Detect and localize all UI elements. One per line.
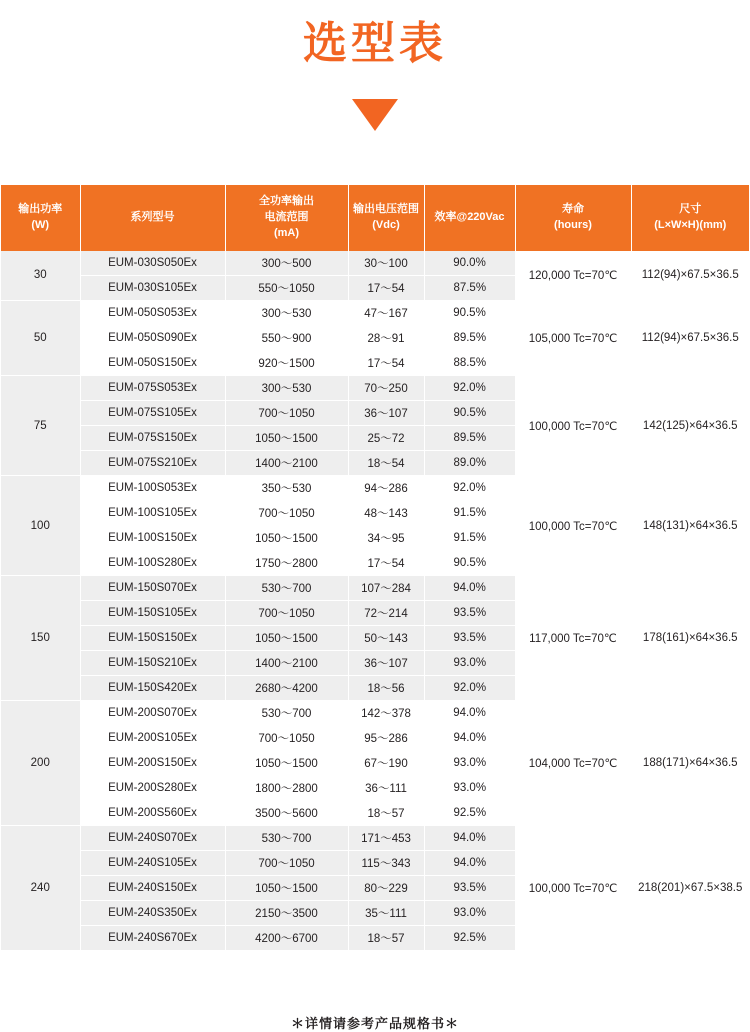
cell-output-power: 30 <box>1 251 80 301</box>
cell-efficiency: 94.0% <box>424 576 515 601</box>
cell-current-range: 1050～1500 <box>225 426 348 451</box>
cell-model: EUM-200S280Ex <box>80 776 225 801</box>
cell-current-range: 300～530 <box>225 376 348 401</box>
cell-model: EUM-100S105Ex <box>80 501 225 526</box>
cell-current-range: 550～1050 <box>225 276 348 301</box>
cell-dimension: 188(171)×64×36.5 <box>631 701 749 826</box>
cell-lifetime: 104,000 Tc=70℃ <box>515 701 631 826</box>
column-header-line: (mA) <box>273 226 300 239</box>
cell-model: EUM-050S150Ex <box>80 351 225 376</box>
cell-model: EUM-075S210Ex <box>80 451 225 476</box>
cell-model: EUM-200S105Ex <box>80 726 225 751</box>
cell-efficiency: 92.0% <box>424 676 515 701</box>
column-header-line: (L×W×H)(mm) <box>654 218 727 231</box>
cell-voltage-range: 80～229 <box>348 876 424 901</box>
cell-efficiency: 92.0% <box>424 376 515 401</box>
cell-model: EUM-150S105Ex <box>80 601 225 626</box>
table-row <box>1 701 749 726</box>
cell-efficiency: 93.0% <box>424 776 515 801</box>
column-header-4 <box>424 185 515 251</box>
cell-current-range: 1050～1500 <box>225 876 348 901</box>
cell-model: EUM-240S350Ex <box>80 901 225 926</box>
cell-lifetime: 105,000 Tc=70℃ <box>515 301 631 376</box>
cell-voltage-range: 28～91 <box>348 326 424 351</box>
cell-model: EUM-200S070Ex <box>80 701 225 726</box>
cell-model: EUM-150S070Ex <box>80 576 225 601</box>
cell-voltage-range: 18～57 <box>348 801 424 826</box>
column-header-line: 效率@220Vac <box>434 210 505 223</box>
column-header-line: 输出功率 <box>18 202 63 215</box>
cell-model: EUM-150S210Ex <box>80 651 225 676</box>
cell-current-range: 3500～5600 <box>225 801 348 826</box>
cell-voltage-range: 95～286 <box>348 726 424 751</box>
column-header-6 <box>631 185 749 251</box>
cell-efficiency: 89.5% <box>424 326 515 351</box>
cell-current-range: 700～1050 <box>225 501 348 526</box>
cell-model: EUM-240S670Ex <box>80 926 225 951</box>
down-arrow-container <box>0 99 750 139</box>
cell-efficiency: 90.5% <box>424 551 515 576</box>
cell-model: EUM-150S150Ex <box>80 626 225 651</box>
cell-voltage-range: 67～190 <box>348 751 424 776</box>
cell-voltage-range: 36～107 <box>348 651 424 676</box>
table-row <box>1 376 749 401</box>
cell-current-range: 1400～2100 <box>225 651 348 676</box>
column-header-line: (W) <box>31 218 50 231</box>
cell-efficiency: 94.0% <box>424 826 515 851</box>
cell-current-range: 2150～3500 <box>225 901 348 926</box>
cell-voltage-range: 18～56 <box>348 676 424 701</box>
triangle-down-icon <box>352 99 398 131</box>
cell-efficiency: 93.5% <box>424 876 515 901</box>
cell-output-power: 200 <box>1 701 80 826</box>
cell-voltage-range: 142～378 <box>348 701 424 726</box>
cell-current-range: 300～530 <box>225 301 348 326</box>
column-header-1 <box>80 185 225 251</box>
cell-lifetime: 120,000 Tc=70℃ <box>515 251 631 301</box>
column-header-5 <box>515 185 631 251</box>
cell-voltage-range: 107～284 <box>348 576 424 601</box>
cell-dimension: 148(131)×64×36.5 <box>631 476 749 576</box>
cell-voltage-range: 18～57 <box>348 926 424 951</box>
cell-output-power: 240 <box>1 826 80 951</box>
cell-efficiency: 89.0% <box>424 451 515 476</box>
table-row <box>1 576 749 601</box>
cell-current-range: 2680～4200 <box>225 676 348 701</box>
column-header-line: (Vdc) <box>372 218 400 231</box>
cell-model: EUM-100S280Ex <box>80 551 225 576</box>
cell-lifetime: 100,000 Tc=70℃ <box>515 376 631 476</box>
table-row <box>1 476 749 501</box>
table-body <box>1 251 749 951</box>
cell-model: EUM-050S090Ex <box>80 326 225 351</box>
cell-model: EUM-100S053Ex <box>80 476 225 501</box>
column-header-line: 寿命 <box>562 202 584 215</box>
cell-current-range: 1050～1500 <box>225 751 348 776</box>
cell-current-range: 700～1050 <box>225 726 348 751</box>
cell-efficiency: 90.5% <box>424 301 515 326</box>
cell-current-range: 1050～1500 <box>225 626 348 651</box>
cell-voltage-range: 171～453 <box>348 826 424 851</box>
cell-model: EUM-100S150Ex <box>80 526 225 551</box>
cell-current-range: 700～1050 <box>225 401 348 426</box>
cell-efficiency: 90.0% <box>424 251 515 276</box>
cell-lifetime: 100,000 Tc=70℃ <box>515 476 631 576</box>
cell-current-range: 1750～2800 <box>225 551 348 576</box>
cell-model: EUM-240S150Ex <box>80 876 225 901</box>
cell-output-power: 75 <box>1 376 80 476</box>
cell-voltage-range: 47～167 <box>348 301 424 326</box>
cell-current-range: 700～1050 <box>225 851 348 876</box>
cell-efficiency: 87.5% <box>424 276 515 301</box>
cell-output-power: 150 <box>1 576 80 701</box>
cell-voltage-range: 36～111 <box>348 776 424 801</box>
column-header-0 <box>1 185 80 251</box>
cell-current-range: 350～530 <box>225 476 348 501</box>
cell-voltage-range: 34～95 <box>348 526 424 551</box>
specification-table <box>1 185 749 951</box>
cell-model: EUM-200S150Ex <box>80 751 225 776</box>
cell-model: EUM-075S150Ex <box>80 426 225 451</box>
cell-voltage-range: 72～214 <box>348 601 424 626</box>
cell-dimension: 142(125)×64×36.5 <box>631 376 749 476</box>
cell-model: EUM-240S070Ex <box>80 826 225 851</box>
cell-model: EUM-030S050Ex <box>80 251 225 276</box>
cell-model: EUM-030S105Ex <box>80 276 225 301</box>
cell-lifetime: 117,000 Tc=70℃ <box>515 576 631 701</box>
page-title: 选型表 <box>303 19 447 68</box>
cell-voltage-range: 17～54 <box>348 276 424 301</box>
cell-current-range: 530～700 <box>225 826 348 851</box>
cell-efficiency: 88.5% <box>424 351 515 376</box>
cell-voltage-range: 94～286 <box>348 476 424 501</box>
cell-voltage-range: 17～54 <box>348 351 424 376</box>
cell-voltage-range: 115～343 <box>348 851 424 876</box>
cell-voltage-range: 70～250 <box>348 376 424 401</box>
column-header-line: 输出电压范围 <box>353 202 419 215</box>
cell-efficiency: 92.5% <box>424 926 515 951</box>
column-header-line: 系列型号 <box>130 210 175 223</box>
cell-efficiency: 91.5% <box>424 501 515 526</box>
column-header-line: 全功率输出 <box>259 194 314 207</box>
cell-current-range: 550～900 <box>225 326 348 351</box>
cell-dimension: 178(161)×64×36.5 <box>631 576 749 701</box>
cell-voltage-range: 17～54 <box>348 551 424 576</box>
cell-voltage-range: 50～143 <box>348 626 424 651</box>
cell-model: EUM-075S105Ex <box>80 401 225 426</box>
cell-current-range: 1800～2800 <box>225 776 348 801</box>
cell-current-range: 700～1050 <box>225 601 348 626</box>
cell-model: EUM-075S053Ex <box>80 376 225 401</box>
cell-model: EUM-200S560Ex <box>80 801 225 826</box>
cell-efficiency: 93.5% <box>424 601 515 626</box>
table-row <box>1 251 749 276</box>
cell-model: EUM-150S420Ex <box>80 676 225 701</box>
cell-current-range: 1050～1500 <box>225 526 348 551</box>
column-header-2 <box>225 185 348 251</box>
column-header-line: 尺寸 <box>679 202 702 215</box>
cell-voltage-range: 25～72 <box>348 426 424 451</box>
footnote: ＊详情请参考产品规格书＊ <box>290 1016 459 1032</box>
cell-efficiency: 93.5% <box>424 626 515 651</box>
cell-dimension: 112(94)×67.5×36.5 <box>631 251 749 301</box>
cell-current-range: 920～1500 <box>225 351 348 376</box>
cell-current-range: 530～700 <box>225 576 348 601</box>
cell-voltage-range: 30～100 <box>348 251 424 276</box>
cell-efficiency: 91.5% <box>424 526 515 551</box>
cell-efficiency: 92.0% <box>424 476 515 501</box>
table-row <box>1 301 749 326</box>
cell-efficiency: 89.5% <box>424 426 515 451</box>
cell-dimension: 218(201)×67.5×38.5 <box>631 826 749 951</box>
table-header <box>1 185 749 251</box>
cell-output-power: 100 <box>1 476 80 576</box>
column-header-line: 电流范围 <box>264 210 309 223</box>
column-header-line: (hours) <box>554 218 592 231</box>
table-header-row <box>1 185 749 251</box>
cell-efficiency: 93.0% <box>424 651 515 676</box>
cell-lifetime: 100,000 Tc=70℃ <box>515 826 631 951</box>
cell-dimension: 112(94)×67.5×36.5 <box>631 301 749 376</box>
cell-voltage-range: 36～107 <box>348 401 424 426</box>
cell-efficiency: 93.0% <box>424 751 515 776</box>
cell-efficiency: 94.0% <box>424 701 515 726</box>
cell-efficiency: 93.0% <box>424 901 515 926</box>
cell-voltage-range: 18～54 <box>348 451 424 476</box>
cell-current-range: 1400～2100 <box>225 451 348 476</box>
cell-efficiency: 92.5% <box>424 801 515 826</box>
table-row <box>1 826 749 851</box>
cell-voltage-range: 48～143 <box>348 501 424 526</box>
cell-current-range: 300～500 <box>225 251 348 276</box>
cell-voltage-range: 35～111 <box>348 901 424 926</box>
cell-model: EUM-240S105Ex <box>80 851 225 876</box>
cell-model: EUM-050S053Ex <box>80 301 225 326</box>
cell-current-range: 530～700 <box>225 701 348 726</box>
cell-output-power: 50 <box>1 301 80 376</box>
cell-efficiency: 94.0% <box>424 726 515 751</box>
cell-efficiency: 94.0% <box>424 851 515 876</box>
cell-current-range: 4200～6700 <box>225 926 348 951</box>
column-header-3 <box>348 185 424 251</box>
cell-efficiency: 90.5% <box>424 401 515 426</box>
